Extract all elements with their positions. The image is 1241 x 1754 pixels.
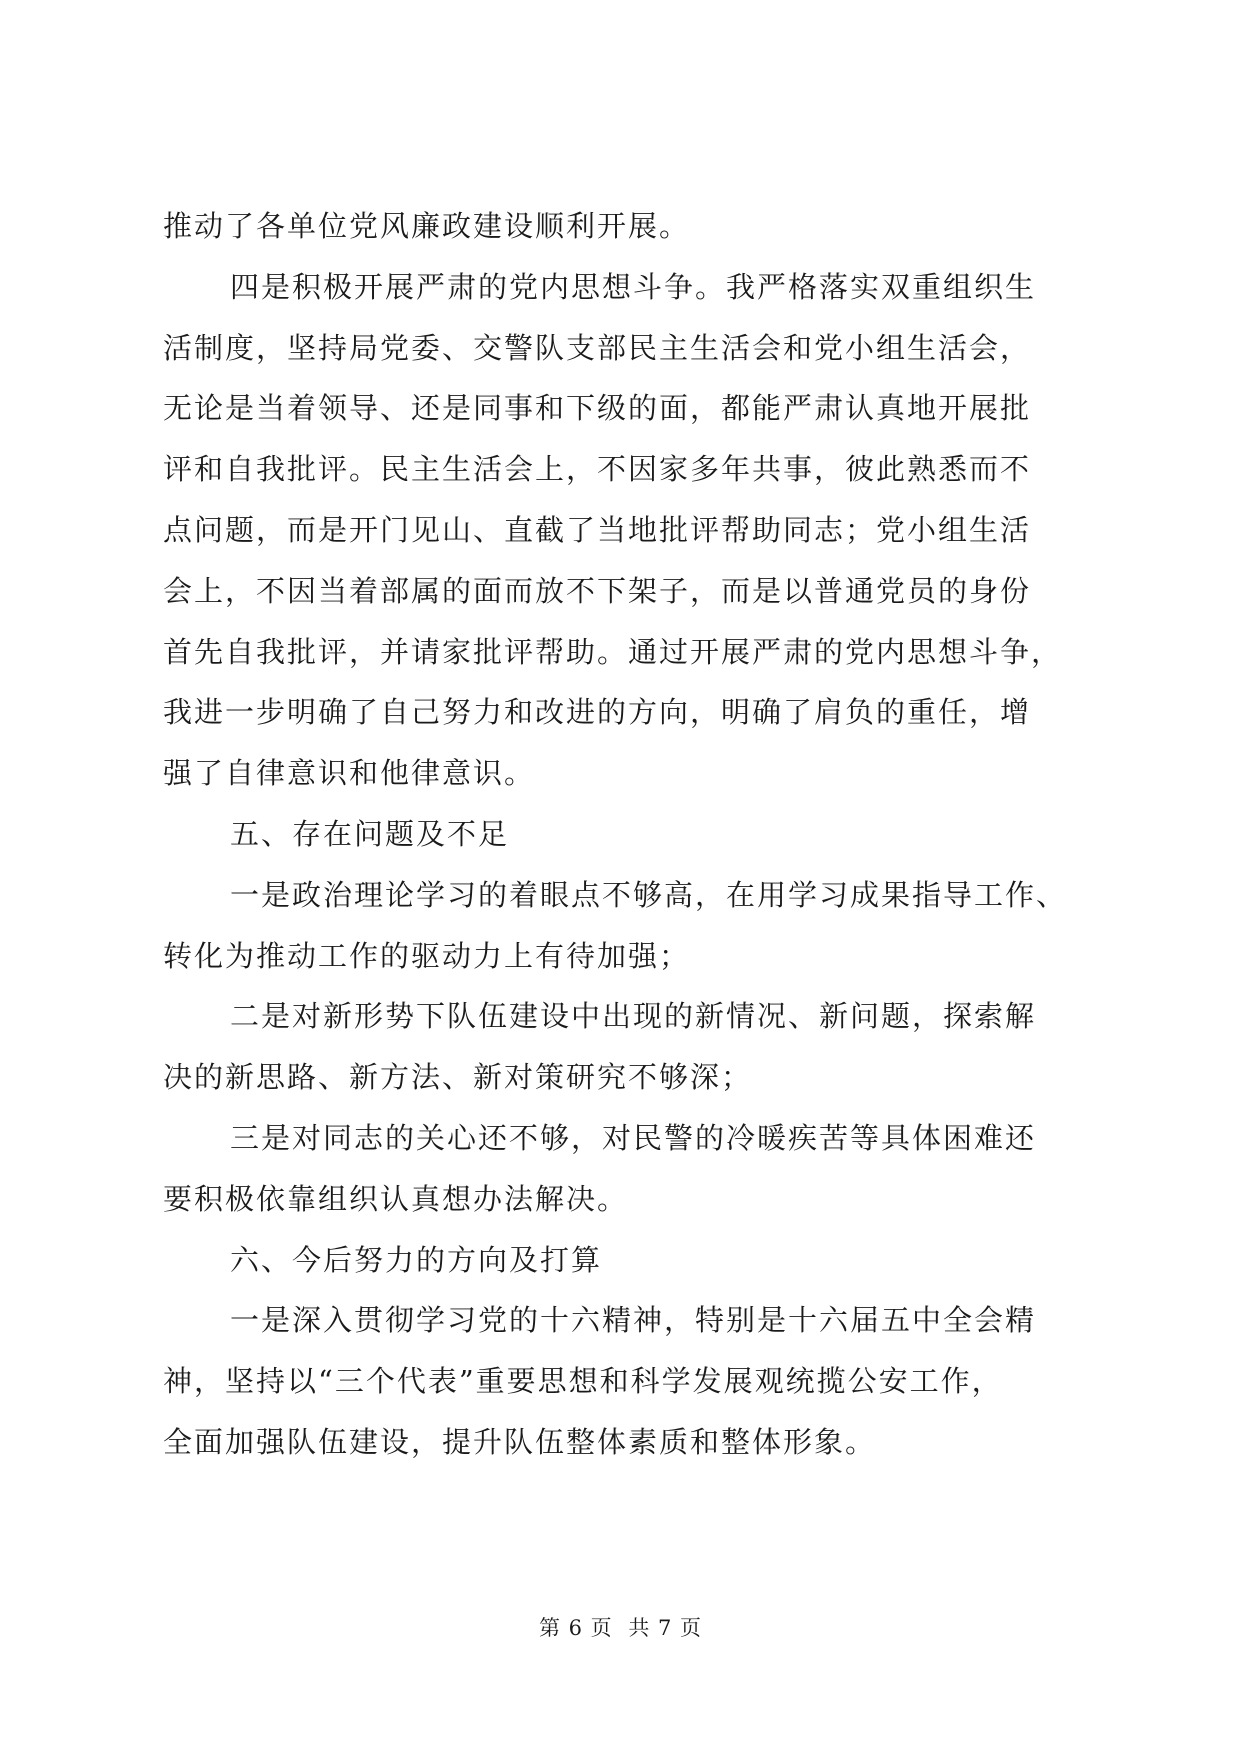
text-line: 强了自律意识和他律意识。	[163, 756, 536, 791]
text-line: 全面加强队伍建设，提升队伍整体素质和整体形象。	[163, 1424, 877, 1459]
text-line: 四是积极开展严肃的党内思想斗争。我严格落实双重组织生	[230, 269, 1037, 304]
text-line: 决的新思路、新方法、新对策研究不够深；	[163, 1060, 753, 1095]
text-line: 会上，不因当着部属的面而放不下架子，而是以普通党员的身份	[163, 573, 1032, 608]
text-line: 一是政治理论学习的着眼点不够高，在用学习成果指导工作、	[230, 877, 1068, 912]
text-line: 三是对同志的关心还不够，对民警的冷暖疾苦等具体困难还	[230, 1120, 1037, 1155]
text-line: 六、今后努力的方向及打算	[230, 1242, 603, 1277]
text-line: 无论是当着领导、还是同事和下级的面，都能严肃认真地开展批	[163, 391, 1032, 426]
page-footer	[0, 1612, 1241, 1642]
page-total: 共 7 页	[628, 1616, 703, 1640]
text-line: 我进一步明确了自己努力和改进的方向，明确了肩负的重任，增	[163, 695, 1032, 730]
text-line: 一是深入贯彻学习党的十六精神，特别是十六届五中全会精	[230, 1303, 1037, 1338]
page-number: 第 6 页	[538, 1616, 613, 1640]
text-line: 推动了各单位党风廉政建设顺利开展。	[163, 209, 691, 243]
text-line: 活制度，坚持局党委、交警队支部民主生活会和党小组生活会，	[163, 330, 1032, 365]
text-line: 转化为推动工作的驱动力上有待加强；	[163, 938, 691, 973]
text-line: 五、存在问题及不足	[230, 816, 510, 851]
text-line: 点问题，而是开门见山、直截了当地批评帮助同志；党小组生活	[163, 512, 1032, 547]
text-line: 神，坚持以“三个代表”重要思想和科学发展观统揽公安工作，	[163, 1364, 1003, 1399]
text-line: 二是对新形势下队伍建设中出现的新情况、新问题，探索解	[230, 999, 1037, 1034]
text-line: 要积极依靠组织认真想办法解决。	[163, 1181, 629, 1216]
document-body	[163, 196, 1083, 1473]
text-line: 评和自我批评。民主生活会上，不因家多年共事，彼此熟悉而不	[163, 452, 1032, 487]
text-line: 首先自我批评，并请家批评帮助。通过开展严肃的党内思想斗争，	[163, 634, 1063, 669]
